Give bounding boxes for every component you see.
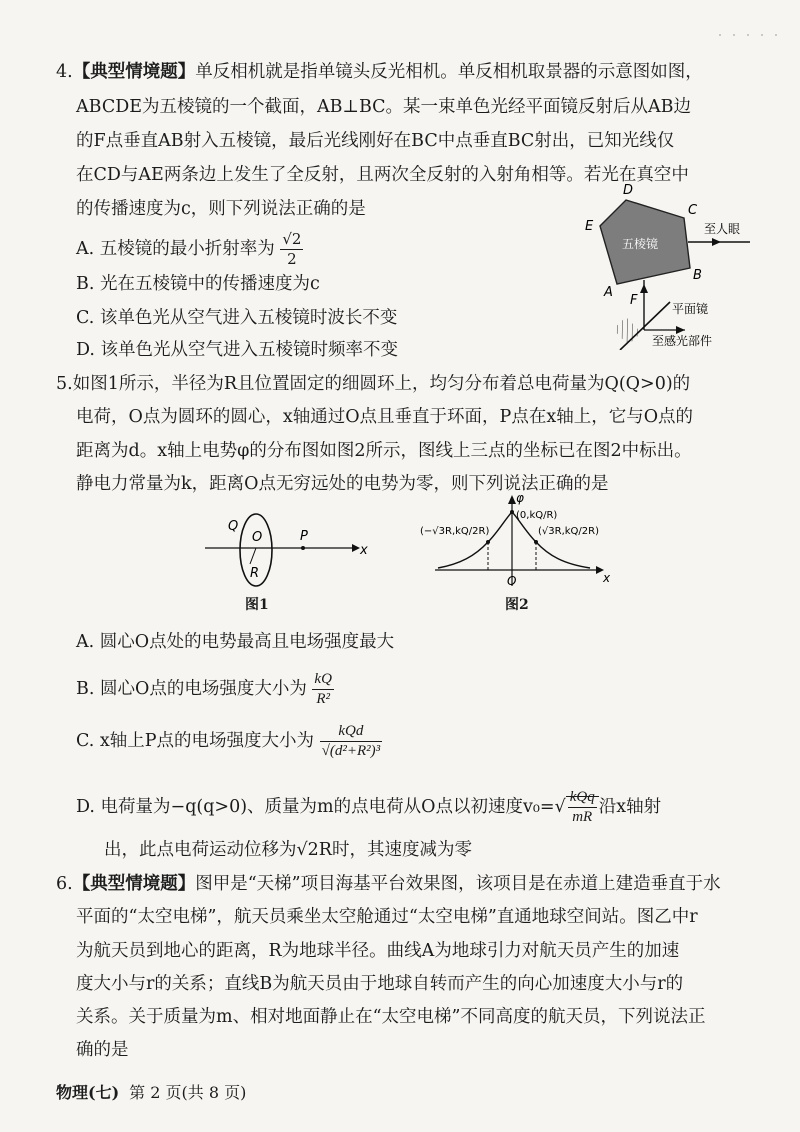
q6-line-6: 确的是 (76, 1040, 129, 1060)
ray-arrow-sensor (676, 326, 685, 334)
q5-option-d-tail: 沿x轴射 (598, 797, 662, 817)
potential-curve (438, 512, 590, 568)
fig2-peak-coord: (0,kQ/R) (516, 510, 558, 521)
to-sensor-label: 至感光部件 (652, 334, 713, 348)
q6-line-2: 平面的“太空电梯”，航天员乘坐太空舱通过“太空电梯”直通地球空间站。图乙中r (76, 907, 698, 927)
q5-figure-1 (200, 510, 370, 590)
q4-option-a-denominator: 2 (287, 250, 297, 268)
q6-line-3: 为航天员到地心的距离，R为地球半径。曲线A为地球引力对航天员产生的加速 (76, 941, 680, 961)
q4-number: 4. (56, 62, 73, 82)
q4-line-5: 的传播速度为c，则下列说法正确的是 (76, 199, 366, 219)
q4-line-3: 的F点垂直AB射入五棱镜，最后光线刚好在BC中点垂直BC射出，已知光线仅 (76, 131, 675, 151)
q5-option-d-text: D. 电荷量为−q(q>0)、质量为m的点电荷从O点以初速度v₀= (76, 797, 555, 817)
q4-option-b: B. 光在五棱镜中的传播速度为c (76, 274, 320, 294)
fig2-left-coord: (−√3R,kQ/2R) (420, 526, 490, 537)
page-footer (56, 1080, 256, 1103)
q5-line-1: 如图1所示，半径为R且位置固定的细圆环上，均匀分布着总电荷量为Q(Q>0)的 (72, 374, 691, 394)
q5-option-c (76, 724, 382, 759)
q4-option-a-text: A. 五棱镜的最小折射率为 (76, 239, 275, 259)
footer-subject: 物理(七) (56, 1083, 120, 1102)
mirror-label: 平面镜 (672, 302, 709, 316)
q5-option-d-denominator: mR (572, 809, 593, 825)
fig2-right-coord: (√3R,kQ/2R) (538, 526, 600, 537)
fig2-label-o: O (507, 574, 517, 588)
point-f: F (630, 293, 638, 308)
q4-option-c: C. 该单色光从空气进入五棱镜时波长不变 (76, 308, 398, 328)
q5-option-d: D. 电荷量为−q(q>0)、质量为m的点电荷从O点以初速度v₀=√ $\frac{\text{kQq}}{mR}$ 沿x轴射 (76, 789, 662, 825)
q6-line-1: 图甲是“天梯”项目海基平台效果图，该项目是在赤道上建造垂直于水 (195, 874, 721, 894)
prism-vertex-c: C (688, 203, 698, 218)
q4-tag: 【典型情境题】 (72, 62, 196, 82)
fig1-label-x: x (360, 543, 368, 558)
q6-number: 6. (56, 874, 73, 894)
q4-line-1: 单反相机就是指单镜头反光相机。单反相机取景器的示意图如图， (195, 62, 703, 82)
fig1-caption: 图1 (245, 597, 269, 613)
q5-line-4: 静电力常量为k，距离O点无穷远处的电势为零，则下列说法正确的是 (76, 474, 609, 494)
q4-option-a (76, 232, 303, 267)
q5-option-d-fraction (568, 790, 597, 825)
scan-marks (712, 28, 782, 42)
q6-line-4: 度大小与r的关系；直线B为航天员由于地球自转而产生的向心加速度大小与r的 (76, 974, 684, 994)
q5-option-b (76, 672, 334, 707)
fig2-caption: 图2 (505, 597, 529, 613)
footer-page-number: 第 2 页(共 8 页) (129, 1083, 247, 1102)
prism-label: 五棱镜 (622, 237, 659, 251)
fig1-label-o: O (252, 530, 263, 545)
fig2-label-phi: φ (516, 491, 524, 505)
q5-option-d-line-2: 出，此点电荷运动位移为√2R时，其速度减为零 (104, 840, 472, 860)
q4-option-a-numerator: √2 (282, 230, 302, 248)
q4-prism-figure (580, 180, 770, 350)
q5-line-3: 距离为d。x轴上电势φ的分布图如图2所示，图线上三点的坐标已在图2中标出。 (76, 441, 692, 461)
to-eye-label: 至人眼 (704, 222, 741, 236)
prism-vertex-e: E (585, 219, 594, 234)
fig2-label-x: x (603, 571, 610, 585)
ray-arrow-right (712, 238, 721, 246)
fig1-label-q: Q (228, 519, 239, 534)
prism-vertex-a: A (604, 285, 613, 300)
q5-option-d-numerator: kQq (568, 790, 597, 808)
q6-line-5: 关系。关于质量为m、相对地面静止在“太空电梯”不同高度的航天员，下列说法正 (76, 1007, 706, 1027)
q6-tag: 【典型情境题】 (72, 874, 196, 894)
prism-vertex-b: B (693, 268, 702, 283)
q4-option-d: D. 该单色光从空气进入五棱镜时频率不变 (76, 340, 399, 360)
q5-option-c-denominator: √(d²+R²)³ (321, 743, 381, 759)
q5-option-a: A. 圆心O点处的电势最高且电场强度最大 (76, 632, 395, 652)
q4-line-4: 在CD与AE两条边上发生了全反射，且两次全反射的入射角相等。若光在真空中 (76, 165, 689, 185)
q5-option-c-fraction (320, 724, 383, 759)
q4-line-2: ABCDE为五棱镜的一个截面，AB⊥BC。某一束单色光经平面镜反射后从AB边 (76, 97, 692, 117)
prism-vertex-d: D (623, 183, 634, 198)
q5-number: 5. (56, 374, 73, 394)
ray-arrow-up (640, 284, 648, 293)
q5-option-b-text: B. 圆心O点的电场强度大小为 (76, 679, 307, 699)
q5-line-2: 电荷，O点为圆环的圆心，x轴通过O点且垂直于环面，P点在x轴上，它与O点的 (76, 407, 694, 427)
q4-option-a-fraction (280, 232, 303, 267)
fig1-label-r: R (250, 566, 260, 581)
q5-option-b-fraction (312, 672, 334, 707)
q5-option-b-numerator: kQ (312, 672, 334, 690)
q5-option-b-denominator: R² (316, 691, 330, 707)
q5-option-c-numerator: kQd (320, 724, 383, 742)
fig1-label-p: P (300, 529, 308, 544)
q5-option-c-text: C. x轴上P点的电场强度大小为 (76, 731, 315, 751)
q5-figure-2 (420, 490, 610, 590)
